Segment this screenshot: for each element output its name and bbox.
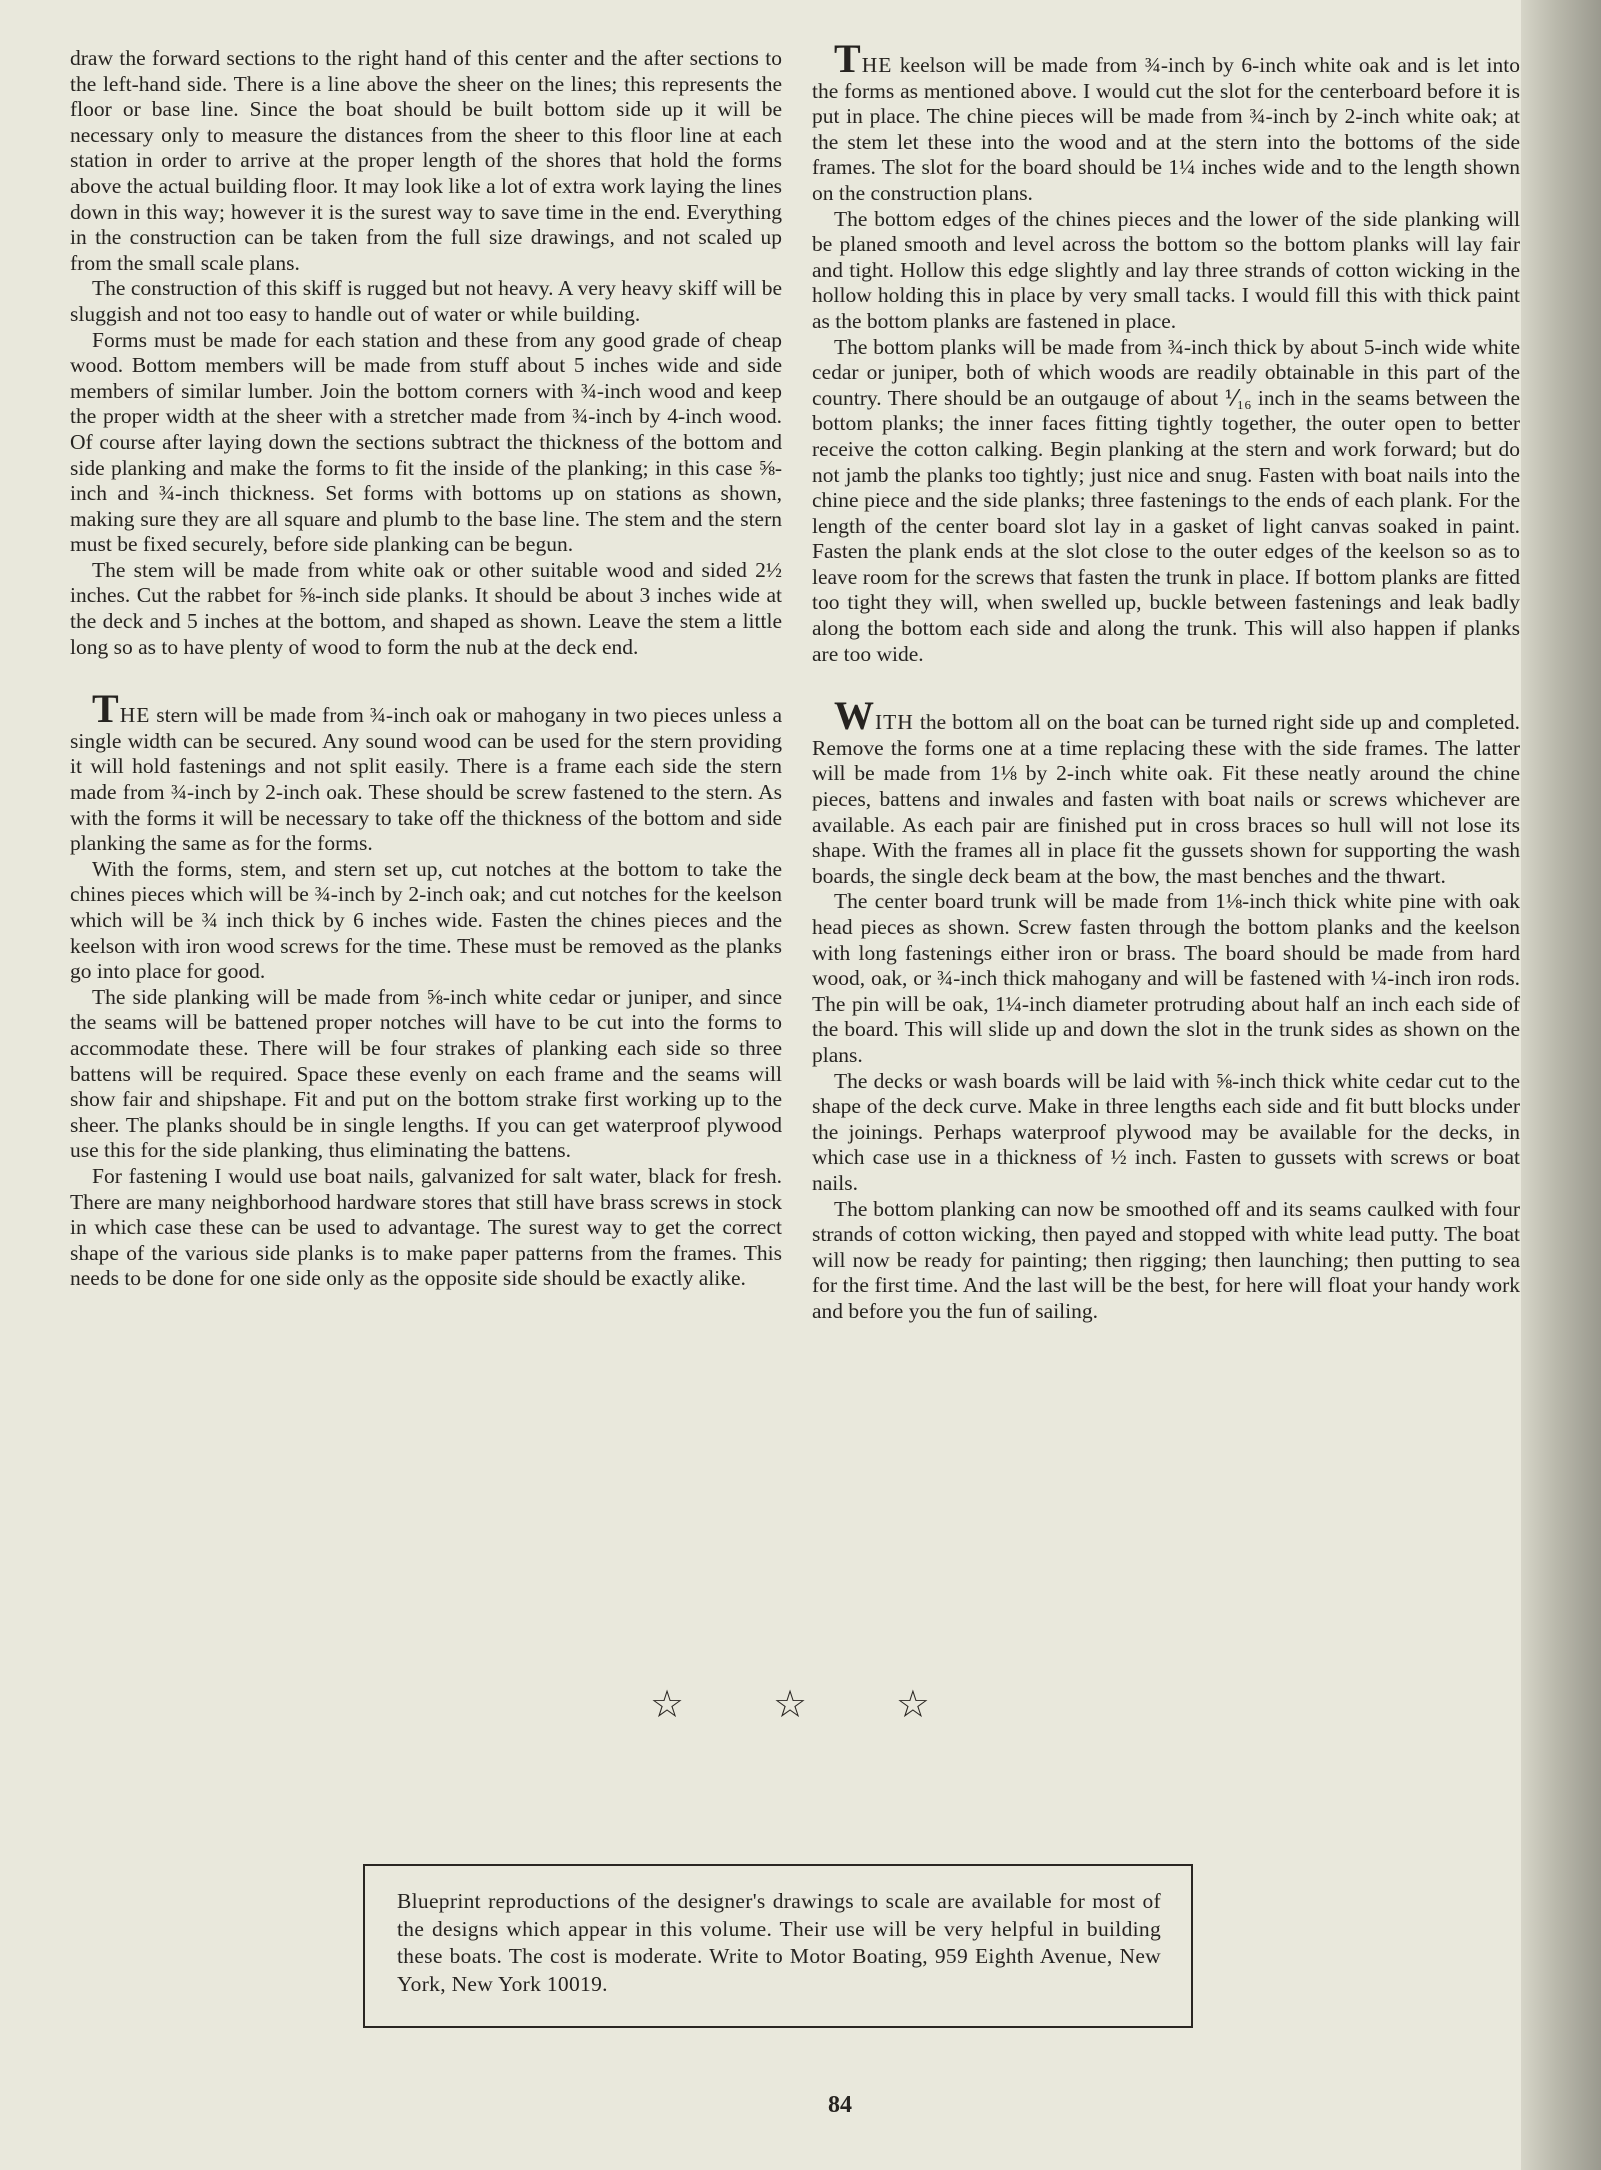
- blueprint-notice-box: [363, 1864, 1193, 2028]
- paragraph: The construction of this skiff is rugged but not heavy. A very heavy skiff will be sluggish and not too easy to handle out of water or while building.: [70, 276, 782, 326]
- paragraph: The center board trunk will be made from 1⅛-inch thick white pine with oak head pieces as shown. Screw fasten through the bottom planks and the keelson with long fastenings either iron or brass. The board should be made from hard wood, oak, or ¾-inch thick mahogany and will be fastened with ¼-inch iron rods. The pin will be oak, 1¼-inch diameter protruding about half an inch each side of the board. This will slide up and down the slot in the trunk sides as shown on the plans.: [812, 889, 1520, 1067]
- section-lead-paragraph: [812, 693, 1520, 889]
- left-column: [70, 46, 782, 1292]
- star-icon: ☆: [772, 1682, 808, 1726]
- notice-text: Blueprint reproductions of the designer's drawings to scale are available for most of the designs which appear in this volume. Their use will be very helpful in building these boats. The cost is moderate. Write to Motor Boating, 959 Eighth Avenue, New York, New York 10019.: [397, 1889, 1161, 1996]
- drop-cap: T: [92, 686, 120, 732]
- section-break: [70, 660, 782, 696]
- star-icon: ☆: [650, 1682, 685, 1726]
- lead-word: HE: [119, 703, 151, 728]
- page-edge-shadow: [1521, 0, 1601, 2170]
- section-break: [812, 667, 1520, 703]
- star-ornament: [650, 1682, 930, 1726]
- paragraph: For fastening I would use boat nails, galvanized for salt water, black for fresh. There are many neighborhood hardware stores that still have brass screws in stock in which case these can be used to advantage. The surest way to get the correct shape of the various side planks is to make paper patterns from the frames. This needs to be done for one side only as the opposite side should be exactly alike.: [70, 1163, 782, 1291]
- drop-cap: T: [834, 36, 862, 81]
- paragraph: The bottom planks will be made from ¾-inch thick by about 5-inch wide white cedar or juniper, both of which woods are readily obtainable in this part of the country. There should be an outgauge of about ⅟₁₆ inch in the seams between the bottom planks; the inner faces fitting tightly together, the outer open to better receive the cotton calking. Begin planking at the stern and work forward; but do not jamb the planks too tightly; just nice and snug. Fasten with boat nails into the chine piece and the side planks; three fastenings to the ends of each plank. For the length of the center board slot lay in a gasket of light canvas soaked in paint. Fasten the plank ends at the slot close to the outer edges of the keelson so as to leave room for the screws that fasten the trunk in place. If bottom planks are fitted too tight they will, when swelled up, buckle between fastenings and leak badly along the bottom each side and along the trunk. This will also happen if planks are too wide.: [812, 334, 1520, 666]
- paragraph: With the forms, stem, and stern set up, cut notches at the bottom to take the chines pieces which will be ¾-inch by 2-inch oak; and cut notches for the keelson which will be ¾ inch thick by 6 inches wide. Fasten the chines pieces and the keelson with iron wood screws for the time. These must be removed as the planks go into place for good.: [70, 856, 782, 984]
- lead-word: HE: [861, 53, 893, 77]
- star-icon: ☆: [895, 1682, 930, 1726]
- paragraph: The bottom planking can now be smoothed off and its seams caulked with four strands of cotton wicking, then payed and stopped with white lead putty. The boat will now be ready for painting; then rigging; then launching; then putting to sea for the first time. And the last will be the best, for here will float your handy work and before you the fun of sailing.: [812, 1196, 1520, 1323]
- paragraph-text: keelson will be made from ¾-inch by 6-inch white oak and is let into the forms as mentioned above. I would cut the slot for the centerboard before it is put in place. The chine pieces will be made from ¾-inch by 2-inch white oak; at the stem let these into the wood and at the stern into the bottoms of the side frames. The slot for the board should be 1¼ inches wide and to the length shown on the construction plans.: [812, 53, 1520, 205]
- paragraph-text: the bottom all on the boat can be turned right side up and completed. Remove the forms one at a time replacing these with the side frames. The latter will be made from 1⅛ by 2-inch white oak. Fit these neatly around the chine pieces, battens and inwales and fasten with boat nails or screws whichever are available. As each pair are finished put in cross braces so hull will not lose its shape. With the frames all in place fit the gussets shown for supporting the wash boards, the single deck beam at the bow, the mast benches and the thwart.: [812, 710, 1520, 888]
- drop-cap: W: [834, 693, 875, 739]
- paragraph: The bottom edges of the chines pieces and the lower of the side planking will be planed smooth and level across the bottom so the bottom planks will lay fair and tight. Hollow this edge slightly and lay three strands of cotton wicking in the hollow holding this in place by very small tacks. I would fill this with thick paint as the bottom planks are fastened in place.: [812, 206, 1520, 333]
- right-column: [812, 36, 1520, 1325]
- paragraph: The decks or wash boards will be laid with ⅝-inch thick white cedar cut to the shape of the deck curve. Make in three lengths each side and fit butt blocks under the joinings. Perhaps waterproof plywood may be available for the decks, in which case use in a thickness of ½ inch. Fasten to gussets with screws or boat nails.: [812, 1068, 1520, 1195]
- lead-word: ITH: [875, 710, 914, 735]
- page-number: 84: [828, 2092, 852, 2118]
- paragraph: The side planking will be made from ⅝-inch white cedar or juniper, and since the seams will be battened proper notches will have to be cut into the forms to accommodate these. There will be four strakes of planking each side so three battens will be required. Space these evenly on each frame and the seams will show fair and shipshape. Fit and put on the bottom strake first working up to the sheer. The planks should be in single lengths. If you can get waterproof plywood use this for the side planking, thus eliminating the battens.: [70, 984, 782, 1163]
- section-lead-paragraph: [812, 36, 1520, 207]
- section-lead-paragraph: [70, 686, 782, 857]
- paragraph-text: stern will be made from ¾-inch oak or mahogany in two pieces unless a single width can be secured. Any sound wood can be used for the stern providing it will hold fastenings and not split easily. There is a frame each side the stern made from ¾-inch by 2-inch oak. These should be screw fastened to the stern. As with the forms it will be necessary to take off the thickness of the bottom and side planking the same as for the forms.: [70, 703, 782, 856]
- paragraph: The stem will be made from white oak or other suitable wood and sided 2½ inches. Cut the rabbet for ⅝-inch side planks. It should be about 3 inches wide at the deck and 5 inches at the bottom, and shaped as shown. Leave the stem a little long so as to have plenty of wood to form the nub at the deck end.: [70, 557, 782, 659]
- paragraph: draw the forward sections to the right hand of this center and the after sections to the left-hand side. There is a line above the sheer on the lines; this represents the floor or base line. Since the boat should be built bottom side up it will be necessary only to measure the distances from the sheer to this floor line at each station in order to arrive at the proper length of the shores that hold the forms above the actual building floor. It may look like a lot of extra work laying the lines down in this way; however it is the surest way to save time in the end. Everything in the construction can be taken from the full size drawings, and not scaled up from the small scale plans.: [70, 46, 782, 275]
- paragraph: Forms must be made for each station and these from any good grade of cheap wood. Bottom members will be made from stuff about 5 inches wide and side members of similar lumber. Join the bottom corners with ¾-inch wood and keep the proper width at the sheer with a stretcher made from ¾-inch by 4-inch wood. Of course after laying down the sections subtract the thickness of the bottom and side planking and make the forms to fit the inside of the planking; in this case ⅝-inch and ¾-inch thickness. Set forms with bottoms up on stations as shown, making sure they are all square and plumb to the base line. The stem and the stern must be fixed securely, before side planking can be begun.: [70, 327, 782, 557]
